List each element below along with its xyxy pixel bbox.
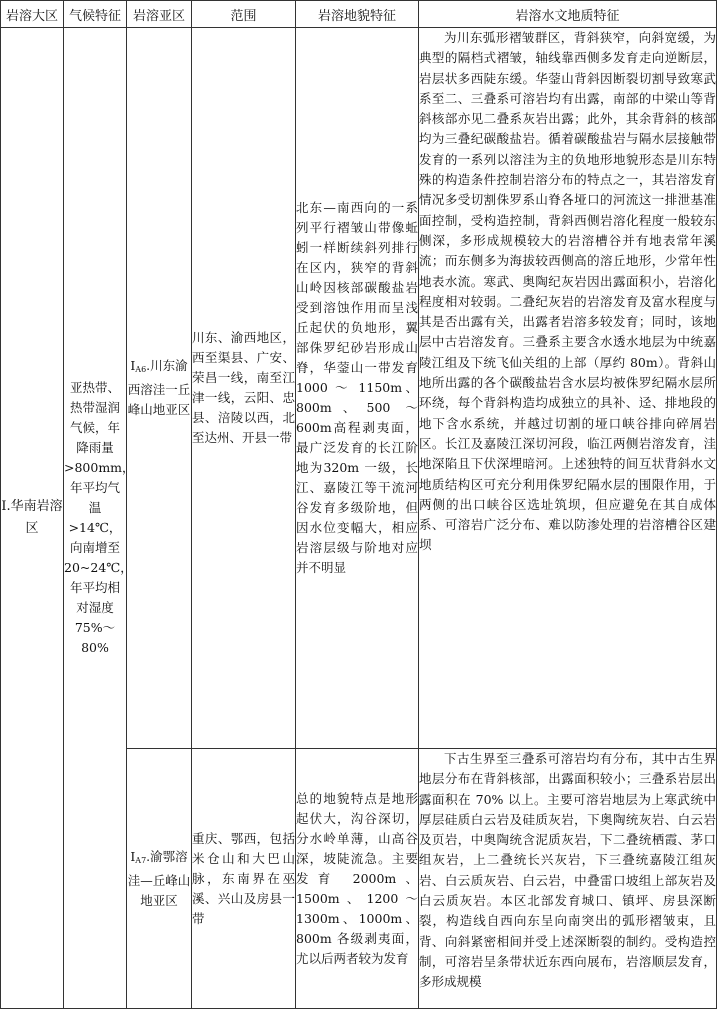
landform-text: 北东—南西向的一系列平行褶皱山带像蚯蚓一样断续斜列排行在区内，狭窄的背斜山岭因核部碳酸盐岩受到溶蚀作用而呈浅丘起伏的负地形，翼部侏罗纪砂岩形成山脊，华蓥山一带发育 1000 ～ 1150m、800m、500 ～ 600m高程剥夷面，最广泛发育的长江阶地为320m 一级，长江、嘉陵江等干流河谷发育多级阶地，但因水位变幅大，相应岩溶层级与阶地对应并不明显: [296, 200, 418, 575]
major-region-text: Ⅰ.华南岩溶区: [1, 499, 63, 536]
range-text: 重庆、鄂西，包括米仓山和大巴山脉，东南界在巫溪、兴山及房县一带: [192, 830, 295, 926]
hydrogeology-cell: [419, 28, 717, 749]
header-karst-region: 岩溶大区: [1, 1, 64, 28]
landform-cell: [296, 749, 419, 1009]
range-cell: [192, 749, 296, 1009]
table-row: [1, 28, 717, 749]
subregion-cell: [127, 749, 192, 1009]
header-landform: 岩溶地貌特征: [296, 1, 419, 28]
climate-cell: [64, 28, 135, 1009]
header-hydrogeology: 岩溶水文地质特征: [419, 1, 717, 28]
climate-text: 亚热带、热带湿润气候，年降雨量>800mm，年平均气温>14℃，向南增至20~24℃，年平均相对湿度75%～80%: [64, 380, 135, 655]
header-karst-subregion: 岩溶亚区: [127, 1, 192, 28]
subregion-prefix: Ⅰ: [130, 358, 136, 373]
subregion-name: .川东渝西溶洼一丘峰山地亚区: [127, 358, 191, 417]
range-cell: [192, 28, 296, 749]
table-header-row: [1, 1, 717, 28]
hydrogeology-text: 为川东弧形褶皱群区，背斜狭窄，向斜宽缓，为典型的隔档式褶皱，轴线靠西侧多发育走向逆断层，岩层状多西陡东缓。华蓥山背斜因断裂切割导致寒武系至二、三叠系可溶岩均有出露，南部的中梁山等背斜核部亦见二叠系灰岩出露；此外，其余背斜的核部均为三叠纪碳酸盐岩。循着碳酸盐岩与隔水层接触带发育的一系列以溶洼为主的负地形地貌形态是川东特殊的构造条件控制岩溶分布的特点之一，其岩溶发育情况多受切割侏罗系山脊各垭口的河流这一排泄基准面控制，受构造控制，背斜西侧岩溶化程度一般较东侧深，多形成规模较大的岩溶槽谷并有地表常年溪流；而东侧多为海拔较西侧高的溶丘地形，少常年性地表水流。寒武、奥陶纪灰岩因出露面积小，岩溶化程度相对较弱。二叠纪灰岩的岩溶发育及富水程度与其是否出露有关，出露者岩溶多较发育；同时，该地层中古岩溶发育。三叠系主要含水透水地层为中统嘉陵江组及下统飞仙关组的上部（厚约 80m）。背斜山地所出露的各个碳酸盐岩含水层均被侏罗纪隔水层所环绕，每个背斜构造均成独立的具补、迳、排地段的地下含水系统，并越过切割的垭口峡谷排向碎屑岩区。长江及嘉陵江深切河段，临江两侧岩溶发育，洼地深陷且下伏深埋暗河。上述独特的间互状背斜水文地质结构区可充分利用侏罗纪隔水层的围限作用，于两侧的出口峡谷区选址筑坝，但应避免在其自成体系、可溶岩广泛分布、难以防渗处理的岩溶槽谷区建坝: [419, 30, 716, 553]
hydrogeology-text: 下古生界至三叠系可溶岩均有分布，其中古生界地层分布在背斜核部，出露面积较小；三叠系岩层出露面积在 70% 以上。主要可溶岩地层为上寒武统中厚层硅质白云岩及硅质灰岩，下奥陶统灰岩、白云岩及页岩，中奥陶统含泥质灰岩，下二叠统栖霞、茅口组灰岩，上二叠统长兴灰岩，下三叠统嘉陵江组灰岩、白云质灰岩、白云岩，中叠雷口坡组上部灰岩及白云质灰岩。本区北部发育城口、镇坪、房县深断裂，构造线自西向东呈向南突出的弧形褶皱束，且背、向斜紧密相间并受上述深断裂的制约。受构造控制，可溶岩呈条带状近东西向展布，岩溶顺层发育，多形成规模: [419, 751, 716, 990]
major-region-cell: [1, 28, 64, 1009]
range-text: 川东、渝西地区，西至渠县、广安、荣昌一线，南至江津一线，云阳、忠县、涪陵以西，北至达州、开县一带: [192, 330, 295, 445]
hydrogeology-cell: [419, 749, 717, 1009]
subregion-cell: [127, 28, 192, 749]
subregion-prefix: Ⅰ: [130, 848, 136, 864]
header-climate: 气候特征: [64, 1, 127, 28]
subregion-code: A7: [135, 855, 147, 865]
subregion-code: A6: [135, 365, 147, 374]
subregion-name: .渝鄂溶洼—丘峰山地亚区: [127, 848, 191, 908]
landform-text: 总的地貌特点是地形起伏大，沟谷深切，分水岭单薄，山高谷深，坡陡流急。主要发育 2000m、1500m、1200～1300m、1000m、800m 各级剥夷面，尤以后两者较为发育: [296, 790, 418, 966]
landform-cell: [296, 28, 419, 749]
header-range: 范围: [192, 1, 296, 28]
